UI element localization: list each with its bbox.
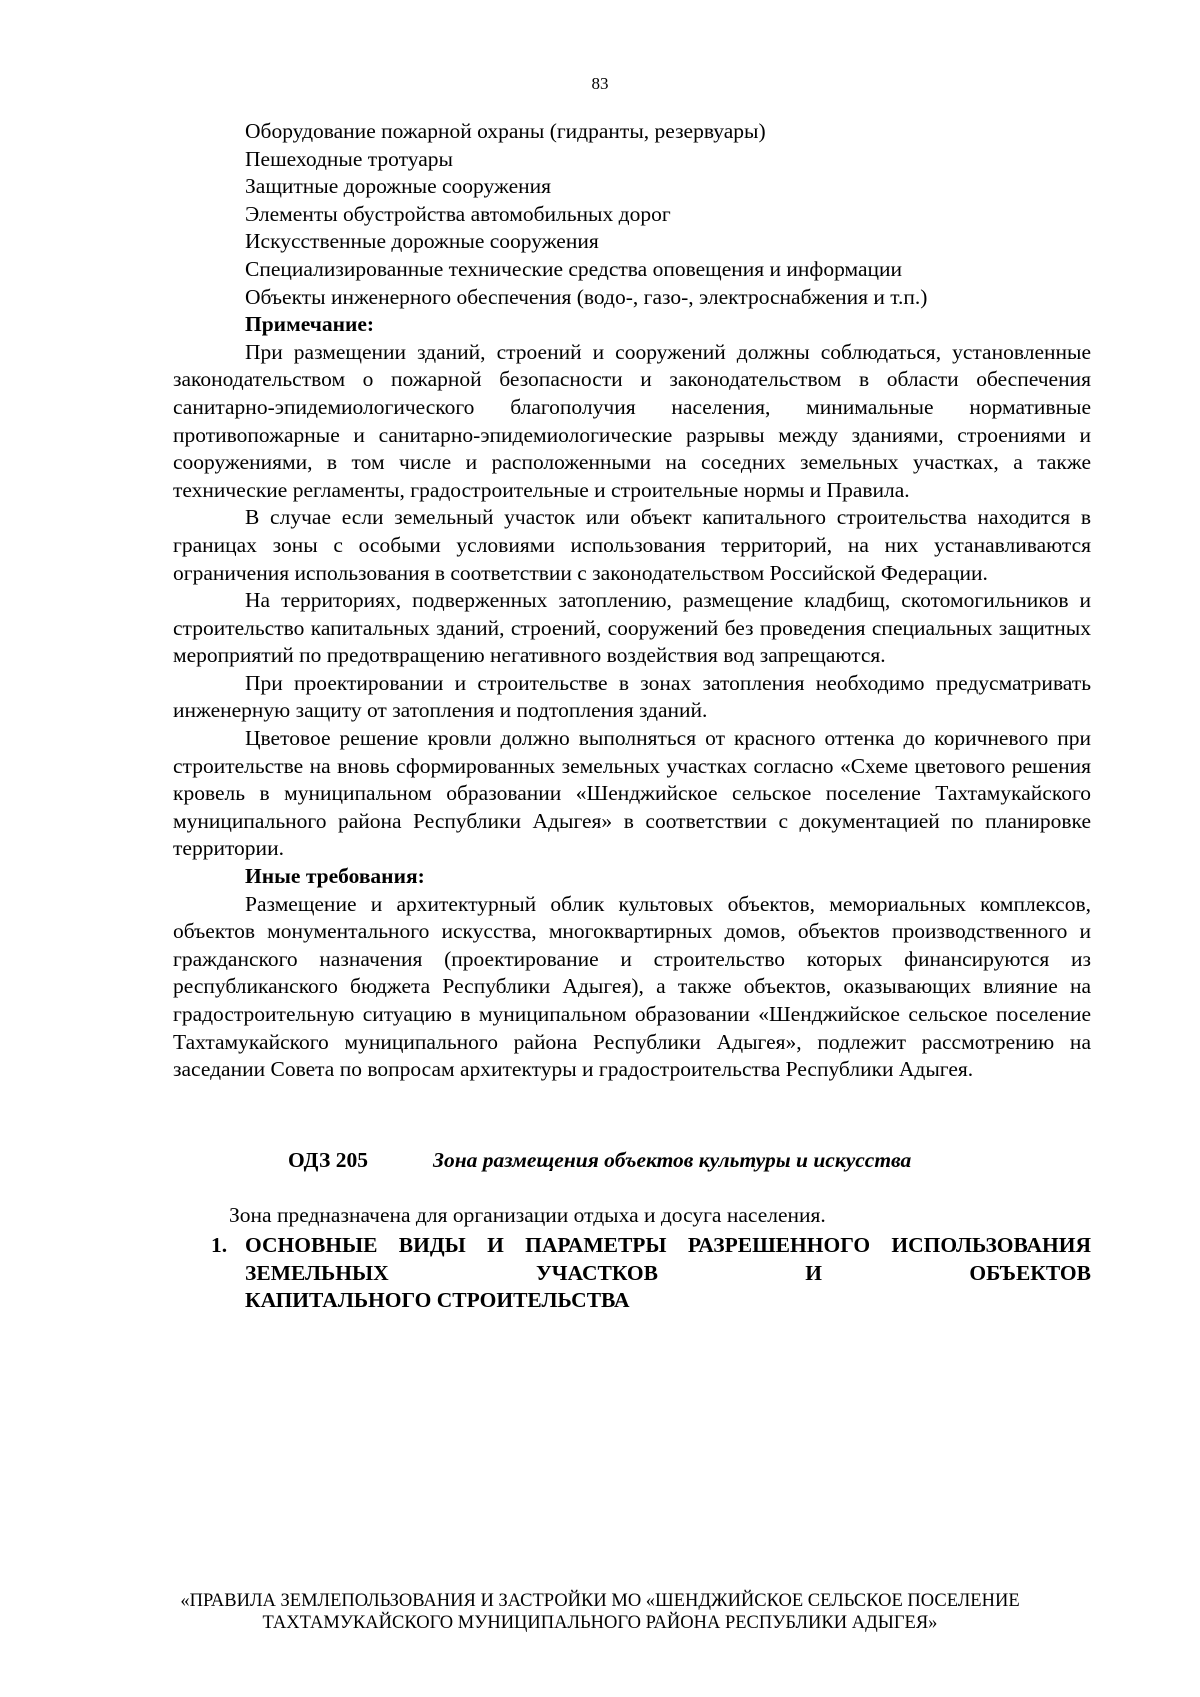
zone-heading bbox=[288, 1147, 1091, 1175]
footer-line: «ПРАВИЛА ЗЕМЛЕПОЛЬЗОВАНИЯ И ЗАСТРОЙКИ МО «ШЕНДЖИЙСКОЕ СЕЛЬСКОЕ ПОСЕЛЕНИЕ bbox=[180, 1591, 1020, 1611]
section-heading bbox=[211, 1232, 1091, 1315]
note-paragraph: При размещении зданий, строений и сооружений должны соблюдаться, установленные законодательством о пожарной безопасности и законодательством в области обеспечения санитарно-эпидемиологического благополучия населения, минимальные нормативные противопожарные и санитарно-эпидемиологические разрывы между зданиями, строениями и сооружениями, в том числе и расположенными на соседних земельных участках, а также технические регламенты, градостроительные и строительные нормы и Правила. bbox=[173, 339, 1091, 502]
note-paragraph: Цветовое решение кровли должно выполняться от красного оттенка до коричневого при строительстве на вновь сформированных земельных участках согласно «Схеме цветового решения кровель в муниципальном образовании «Шенджийское сельское поселение Тахтамукайского муниципального района Республики Адыгея» в соответствии с документацией по планировке территории. bbox=[173, 726, 1091, 861]
note-paragraph: На территориях, подверженных затоплению, размещение кладбищ, скотомогильников и строительство капитальных зданий, строений, сооружений без проведения специальных защитных мероприятий по предотвращению негативного воздействия вод запрещаются. bbox=[173, 588, 1091, 668]
list-item: Объекты инженерного обеспечения (водо-, газо-, электроснабжения и т.п.) bbox=[245, 284, 928, 309]
document-body bbox=[173, 118, 1091, 1315]
zone-intro: Зона предназначена для организации отдыха и досуга населения. bbox=[229, 1203, 826, 1228]
list-item: Пешеходные тротуары bbox=[245, 146, 453, 171]
footer-line: ТАХТАМУКАЙСКОГО МУНИЦИПАЛЬНОГО РАЙОНА РЕСПУБЛИКИ АДЫГЕЯ» bbox=[262, 1613, 938, 1633]
section-title-main: ОСНОВНЫЕ ВИДЫ И ПАРАМЕТРЫ РАЗРЕШЕННОГО ИСПОЛЬЗОВАНИЯ ЗЕМЕЛЬНЫХ УЧАСТКОВ И ОБЪЕКТОВ bbox=[245, 1232, 1091, 1285]
list-block bbox=[173, 118, 1091, 311]
zone-code: ОДЗ 205 bbox=[288, 1147, 368, 1172]
list-item: Специализированные технические средства оповещения и информации bbox=[245, 256, 903, 281]
list-item: Оборудование пожарной охраны (гидранты, резервуары) bbox=[245, 119, 766, 143]
document-footer bbox=[0, 1590, 1200, 1634]
section-title bbox=[245, 1232, 1091, 1315]
section-number: 1. bbox=[211, 1232, 228, 1257]
list-item: Защитные дорожные сооружения bbox=[245, 174, 552, 199]
note-heading: Примечание: bbox=[245, 312, 375, 337]
section-title-last: КАПИТАЛЬНОГО СТРОИТЕЛЬСТВА bbox=[245, 1288, 630, 1313]
list-item: Элементы обустройства автомобильных дорог bbox=[245, 201, 671, 226]
page-number: 83 bbox=[591, 74, 609, 93]
other-requirements-heading: Иные требования: bbox=[245, 864, 425, 889]
list-item: Искусственные дорожные сооружения bbox=[245, 229, 599, 254]
other-requirements-paragraph: Размещение и архитектурный облик культовых объектов, мемориальных комплексов, объектов монументального искусства, многоквартирных домов, объектов производственного и гражданского назначения (проектирование и строительство которых финансируются из республиканского бюджета Республики Адыгея), а также объектов, оказывающих влияние на градостроительную ситуацию в муниципальном образовании «Шенджийское сельское поселение Тахтамукайского муниципального района Республики Адыгея», подлежит рассмотрению на заседании Совета по вопросам архитектуры и градостроительства Республики Адыгея. bbox=[173, 891, 1091, 1082]
note-paragraph: В случае если земельный участок или объект капитального строительства находится в границах зоны с особыми условиями использования территорий, на них устанавливаются ограничения использования в соответствии с законодательством Российской Федерации. bbox=[173, 505, 1091, 585]
note-paragraph: При проектировании и строительстве в зонах затопления необходимо предусматривать инженерную защиту от затопления и подтопления зданий. bbox=[173, 670, 1091, 723]
zone-name: Зона размещения объектов культуры и искусства bbox=[433, 1147, 912, 1172]
